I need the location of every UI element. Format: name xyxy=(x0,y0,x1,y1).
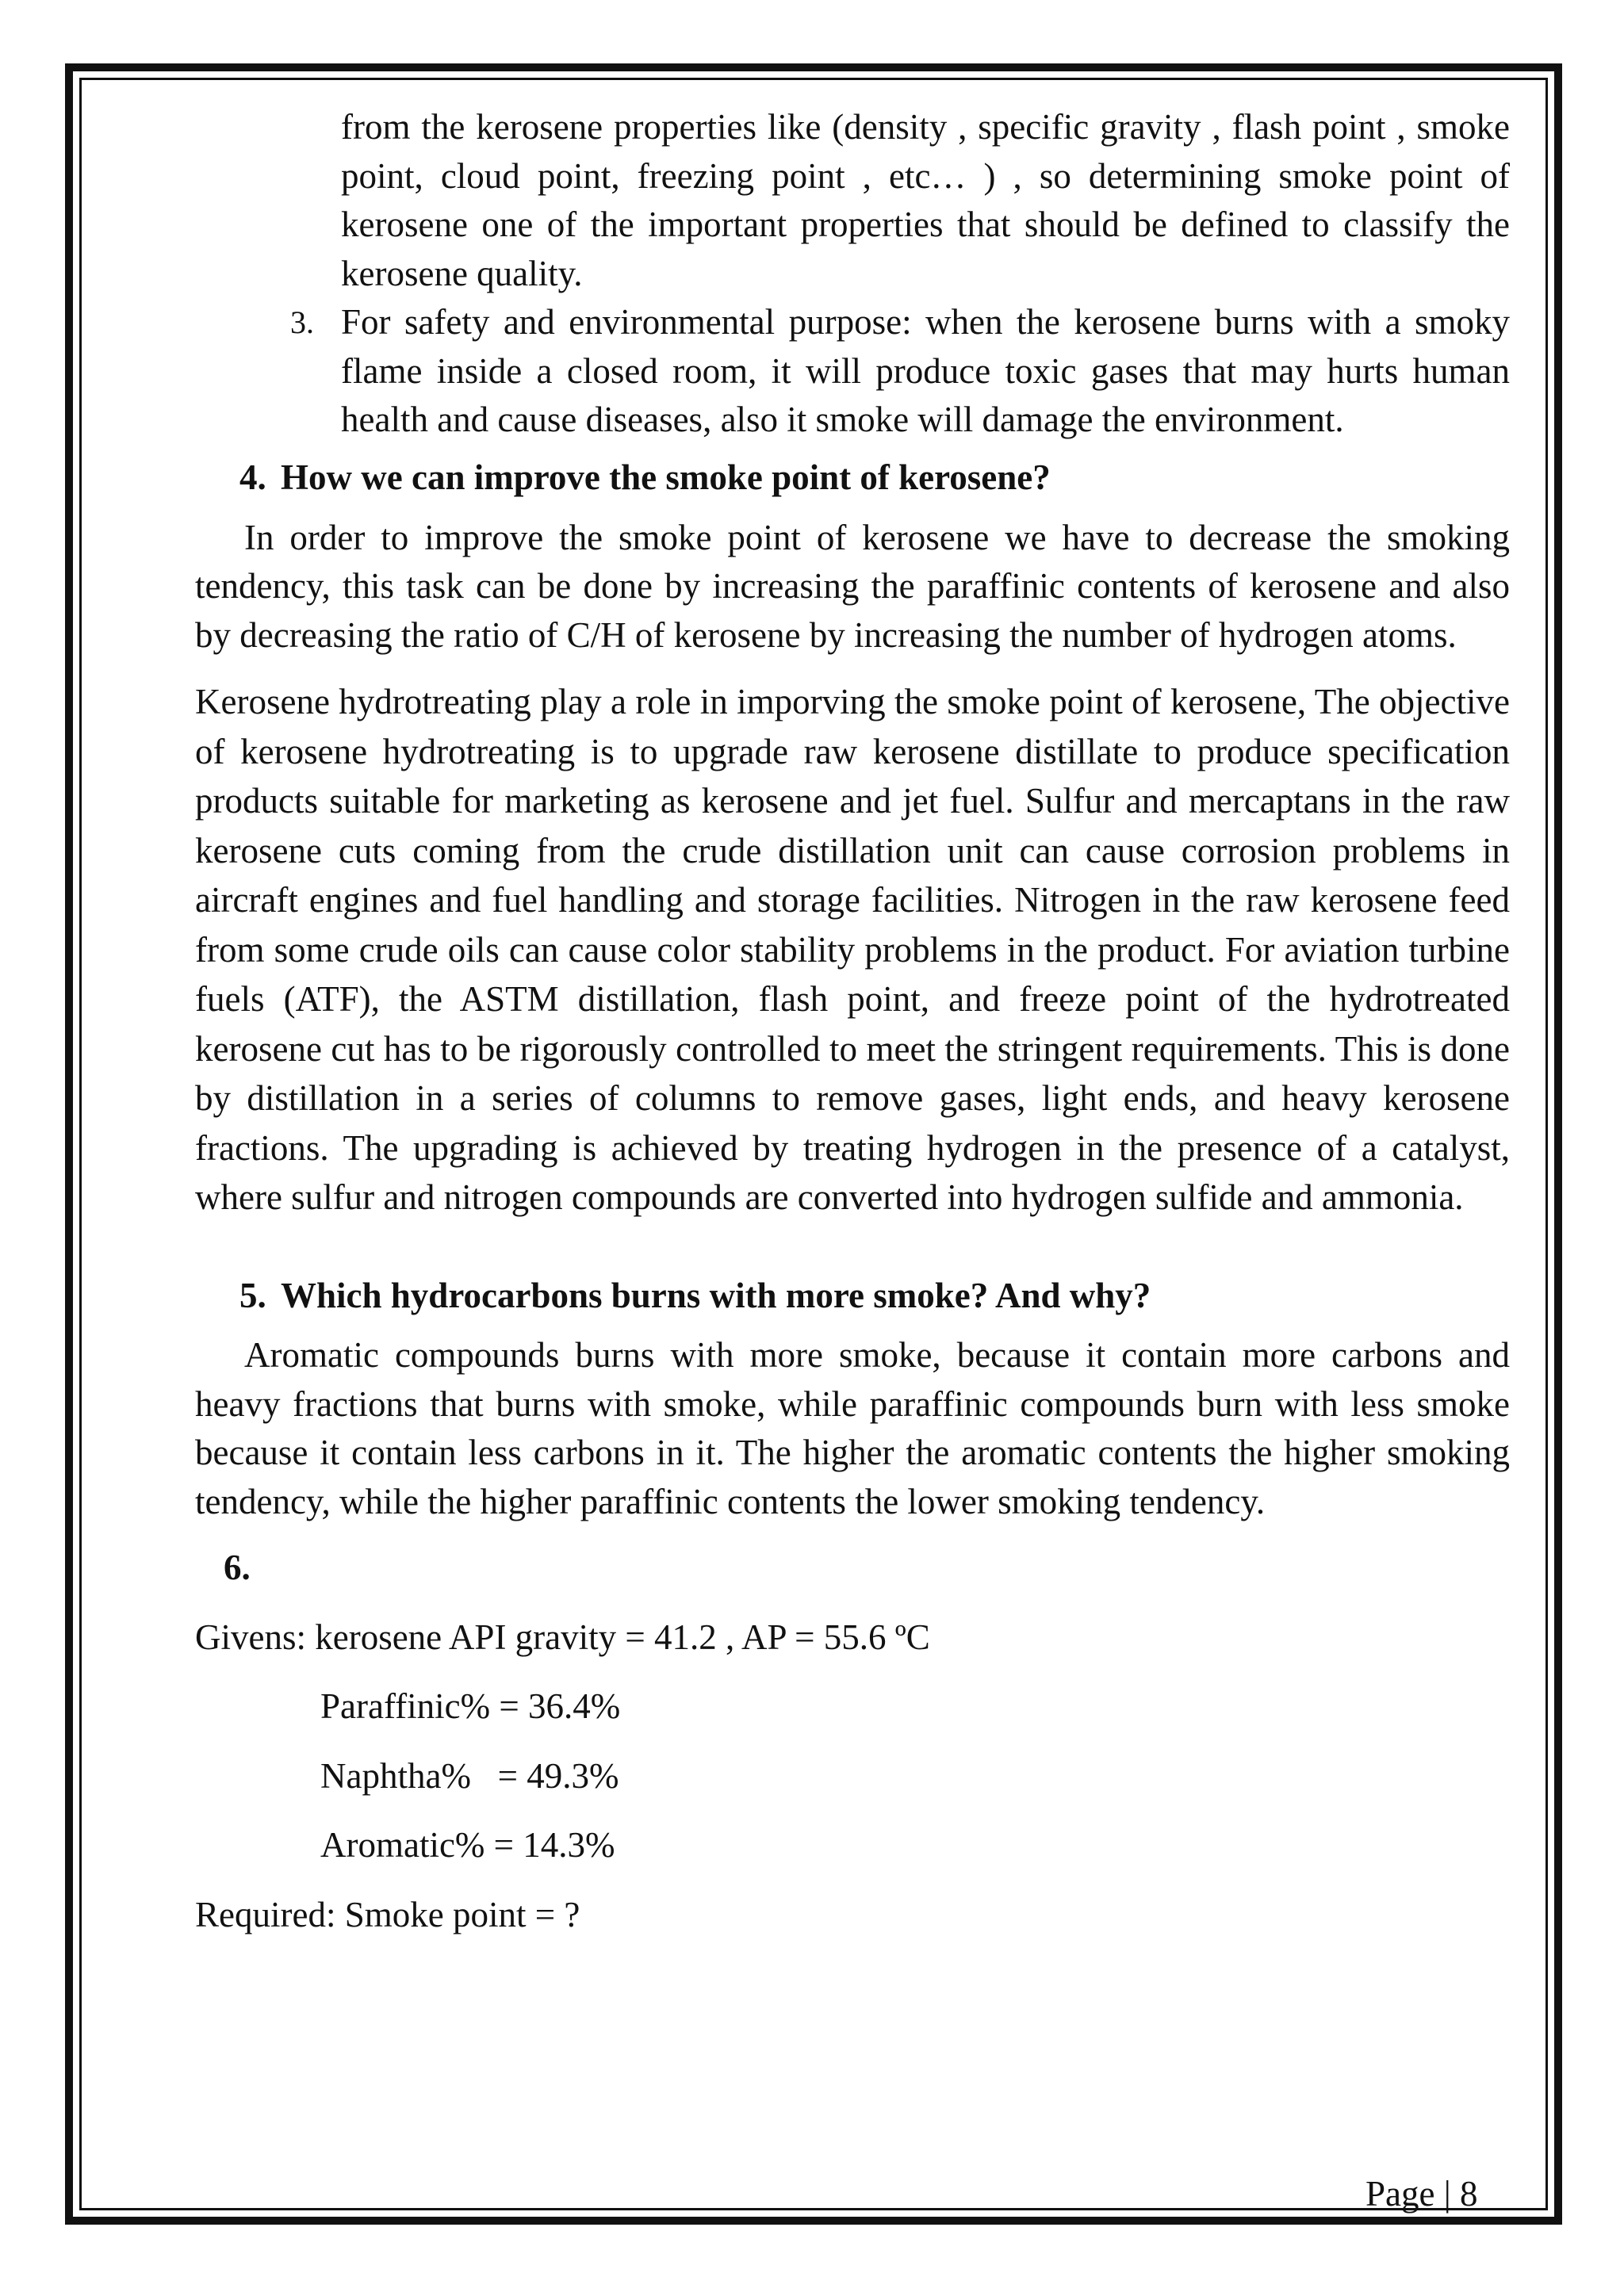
section-4-paragraph-2: Kerosene hydrotreating play a role in imporving the smoke point of kerosene, The objective of kerosene hydrotreating is to upgrade raw kerosene distillate to produce specification products suitable for marketing as kerosene and jet fuel. Sulfur and mercaptans in the raw kerosene cuts coming from the crude distillation unit can cause corrosion problems in aircraft engines and fuel handling and storage facilities. Nitrogen in the raw kerosene feed from some crude oils can cause color stability problems in the product. For aviation turbine fuels (ATF), the ASTM distillation, flash point, and freeze point of the hydrotreated kerosene cut has to be rigorously controlled to meet the stringent requirements. This is done by distillation in a series of columns to remove gases, light ends, and heavy kerosene fractions. The upgrading is achieved by treating hydrogen in the presence of a catalyst, where sulfur and nitrogen compounds are converted into hydrogen sulfide and ammonia. xyxy=(195,682,1510,1217)
page-content xyxy=(195,103,1510,1939)
list-item-3: 3. For safety and environmental purpose: when the kerosene burns with a smoky flame inside a closed room, it will produce toxic gases that may hurts human health and cause diseases, also it smoke will damage the environment. xyxy=(195,298,1510,446)
section-5-paragraph: Aromatic compounds burns with more smoke, because it contain more carbons and heavy fractions that burns with smoke, while paraffinic compounds burn with less smoke because it contain less carbons in it. The higher the aromatic contents the higher smoking tendency, while the higher paraffinic contents the lower smoking tendency. xyxy=(195,1335,1510,1521)
section-5-heading: 5. Which hydrocarbons burns with more smoke? And why? xyxy=(239,1275,1151,1315)
givens-line: Givens: kerosene API gravity = 41.2 , AP = 55.6 ºC xyxy=(195,1617,930,1657)
given-naphtha: Naphtha% = 49.3% xyxy=(320,1755,619,1796)
page-number: Page | 8 xyxy=(1365,2174,1478,2214)
section-4-paragraph-1: In order to improve the smoke point of kerosene we have to decrease the smoking tendency, this task can be done by increasing the paraffinic contents of kerosene and also by decreasing the ratio of C/H of kerosene by increasing the number of hydrogen atoms. xyxy=(195,517,1510,655)
list-item-continued: from the kerosene properties like (density , specific gravity , flash point , smoke point, cloud point, freezing point , etc… ) , so determining smoke point of kerosene one of the important properties that should be defined to classify the kerosene quality. xyxy=(341,107,1510,293)
required-line: Required: Smoke point = ? xyxy=(195,1894,580,1934)
section-4-heading: 4. How we can improve the smoke point of kerosene? xyxy=(239,457,1051,497)
list-number: 3. xyxy=(290,304,314,340)
given-paraffinic: Paraffinic% = 36.4% xyxy=(320,1686,621,1726)
given-aromatic: Aromatic% = 14.3% xyxy=(320,1825,615,1865)
section-6-heading: 6. xyxy=(224,1548,251,1587)
